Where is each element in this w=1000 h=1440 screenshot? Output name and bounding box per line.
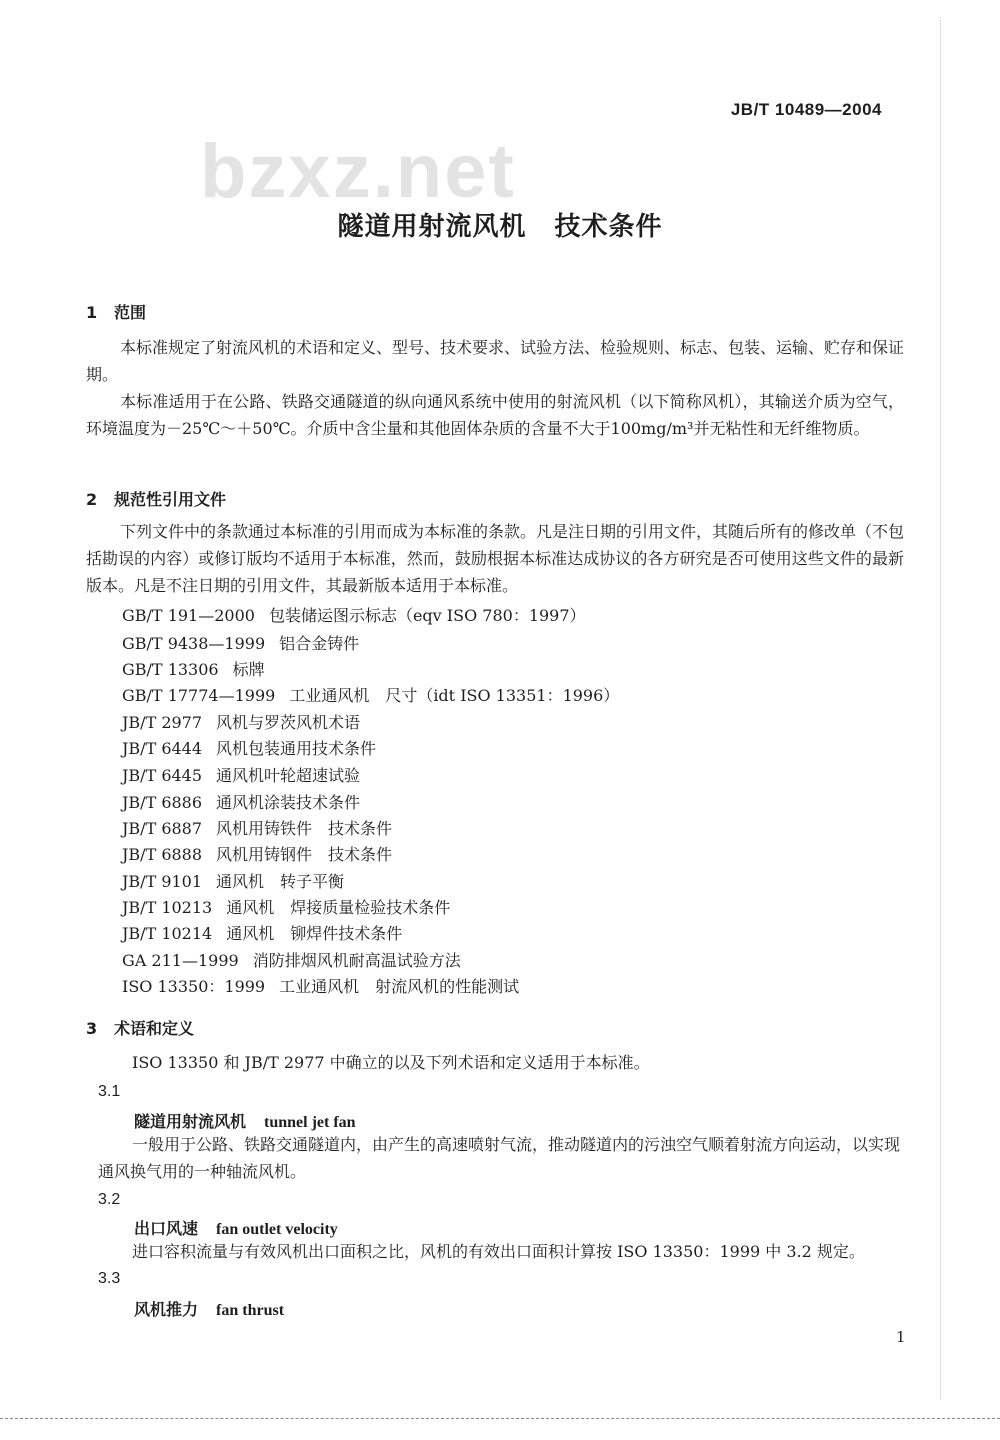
reference-code: JB/T 6888 [122,845,203,864]
section-number: 2 [86,490,98,509]
reference-item [122,710,360,733]
paragraph: 本标准适用于在公路、铁路交通隧道的纵向通风系统中使用的射流风机（以下简称风机），其输送介质为空气，环境温度为－25℃～＋50℃。介质中含尘量和其他固体杂质的含量不大于100mg/m³并无粘性和无纤维物质。 [86,392,904,438]
reference-item [122,763,360,786]
clause-number: 3.3 [98,1270,121,1287]
reference-title: 风机用铸铁件 技术条件 [216,819,393,838]
section-number: 3 [86,1019,98,1038]
term-heading [134,1109,356,1132]
reference-title: 风机与罗茨风机术语 [216,713,361,732]
reference-title: 铝合金铸件 [279,634,360,653]
reference-code: JB/T 6445 [122,766,203,785]
reference-title: 包装储运图示标志（eqv ISO 780：1997） [268,606,586,625]
title-part-2: 技术条件 [554,212,663,242]
reference-title: 风机用铸钢件 技术条件 [216,845,393,864]
section-heading-3 [86,1016,194,1039]
term-zh: 出口风速 [134,1219,199,1238]
reference-title: 工业通风机 射流风机的性能测试 [279,977,520,996]
reference-code: GB/T 9438—1999 [122,634,266,653]
reference-title: 通风机叶轮超速试验 [216,766,361,785]
scan-bottom-edge [0,1418,1000,1420]
section-heading-2 [86,487,226,510]
reference-title: 工业通风机 尺寸（idt ISO 13351：1996） [289,686,620,705]
term-en: tunnel jet fan [264,1114,356,1131]
reference-item [122,683,619,706]
section-title: 规范性引用文件 [114,490,227,509]
reference-item [122,816,392,839]
reference-code: GB/T 17774—1999 [122,686,276,705]
reference-code: GB/T 13306 [122,660,219,679]
reference-title: 通风机 铆焊件技术条件 [226,924,403,943]
reference-item [122,790,360,813]
reference-code: GA 211—1999 [122,951,239,970]
reference-title: 消防排烟风机耐高温试验方法 [252,951,461,970]
reference-item [122,631,359,654]
term-heading [134,1216,338,1239]
paragraph: 本标准规定了射流风机的术语和定义、型号、技术要求、试验方法、检验规则、标志、包装、运输、贮存和保证期。 [86,338,905,384]
reference-code: JB/T 10214 [122,924,213,943]
term-en: fan thrust [216,1302,285,1319]
reference-item [122,974,519,997]
document-title [0,206,1000,243]
term-zh: 风机推力 [134,1300,199,1319]
clause-number: 3.2 [98,1191,121,1208]
reference-code: JB/T 2977 [122,713,203,732]
term-zh: 隧道用射流风机 [134,1112,247,1131]
clause-number: 3.1 [98,1083,121,1100]
reference-title: 通风机 转子平衡 [216,872,345,891]
reference-item [122,895,450,918]
reference-title: 通风机 焊接质量检验技术条件 [226,898,451,917]
reference-item [122,948,461,971]
term-heading [134,1297,284,1320]
reference-code: JB/T 9101 [122,872,203,891]
reference-item [122,921,402,944]
reference-code: JB/T 6886 [122,793,203,812]
section-title: 术语和定义 [114,1019,195,1038]
standard-code: JB/T 10489—2004 [730,100,882,119]
term-definition: 一般用于公路、铁路交通隧道内，由产生的高速喷射气流，推动隧道内的污浊空气顺着射流方向运动，以实现通风换气用的一种轴流风机。 [98,1135,901,1181]
section-title: 范围 [114,303,147,322]
reference-item [122,736,376,759]
paragraph: ISO 13350 和 JB/T 2977 中确立的以及下列术语和定义适用于本标准。 [132,1053,650,1072]
reference-title: 通风机涂装技术条件 [216,793,361,812]
title-part-1: 隧道用射流风机 [337,212,527,242]
term-en: fan outlet velocity [216,1221,338,1238]
reference-code: JB/T 6887 [122,819,203,838]
reference-code: JB/T 6444 [122,739,203,758]
reference-item [122,603,586,626]
watermark-logo: bzxz.net [200,129,516,214]
reference-item [122,842,392,865]
section-number: 1 [86,303,98,322]
reference-item [122,869,344,892]
reference-title: 风机包装通用技术条件 [216,739,377,758]
reference-code: GB/T 191—2000 [122,606,255,625]
reference-item [122,657,265,680]
term-definition: 进口容积流量与有效风机出口面积之比，风机的有效出口面积计算按 ISO 13350：1999 中 3.2 规定。 [132,1242,865,1261]
page-number: 1 [896,1328,906,1346]
section-heading-1 [86,300,146,323]
reference-code: JB/T 10213 [122,898,213,917]
reference-title: 标牌 [232,660,265,679]
paragraph: 下列文件中的条款通过本标准的引用而成为本标准的条款。凡是注日期的引用文件，其随后所有的修改单（不包括勘误的内容）或修订版均不适用于本标准，然而，鼓励根据本标准达成协议的各方研究是否可使用这些文件的最新版本。凡是不注日期的引用文件，其最新版本适用于本标准。 [86,522,905,595]
reference-code: ISO 13350：1999 [122,977,266,996]
